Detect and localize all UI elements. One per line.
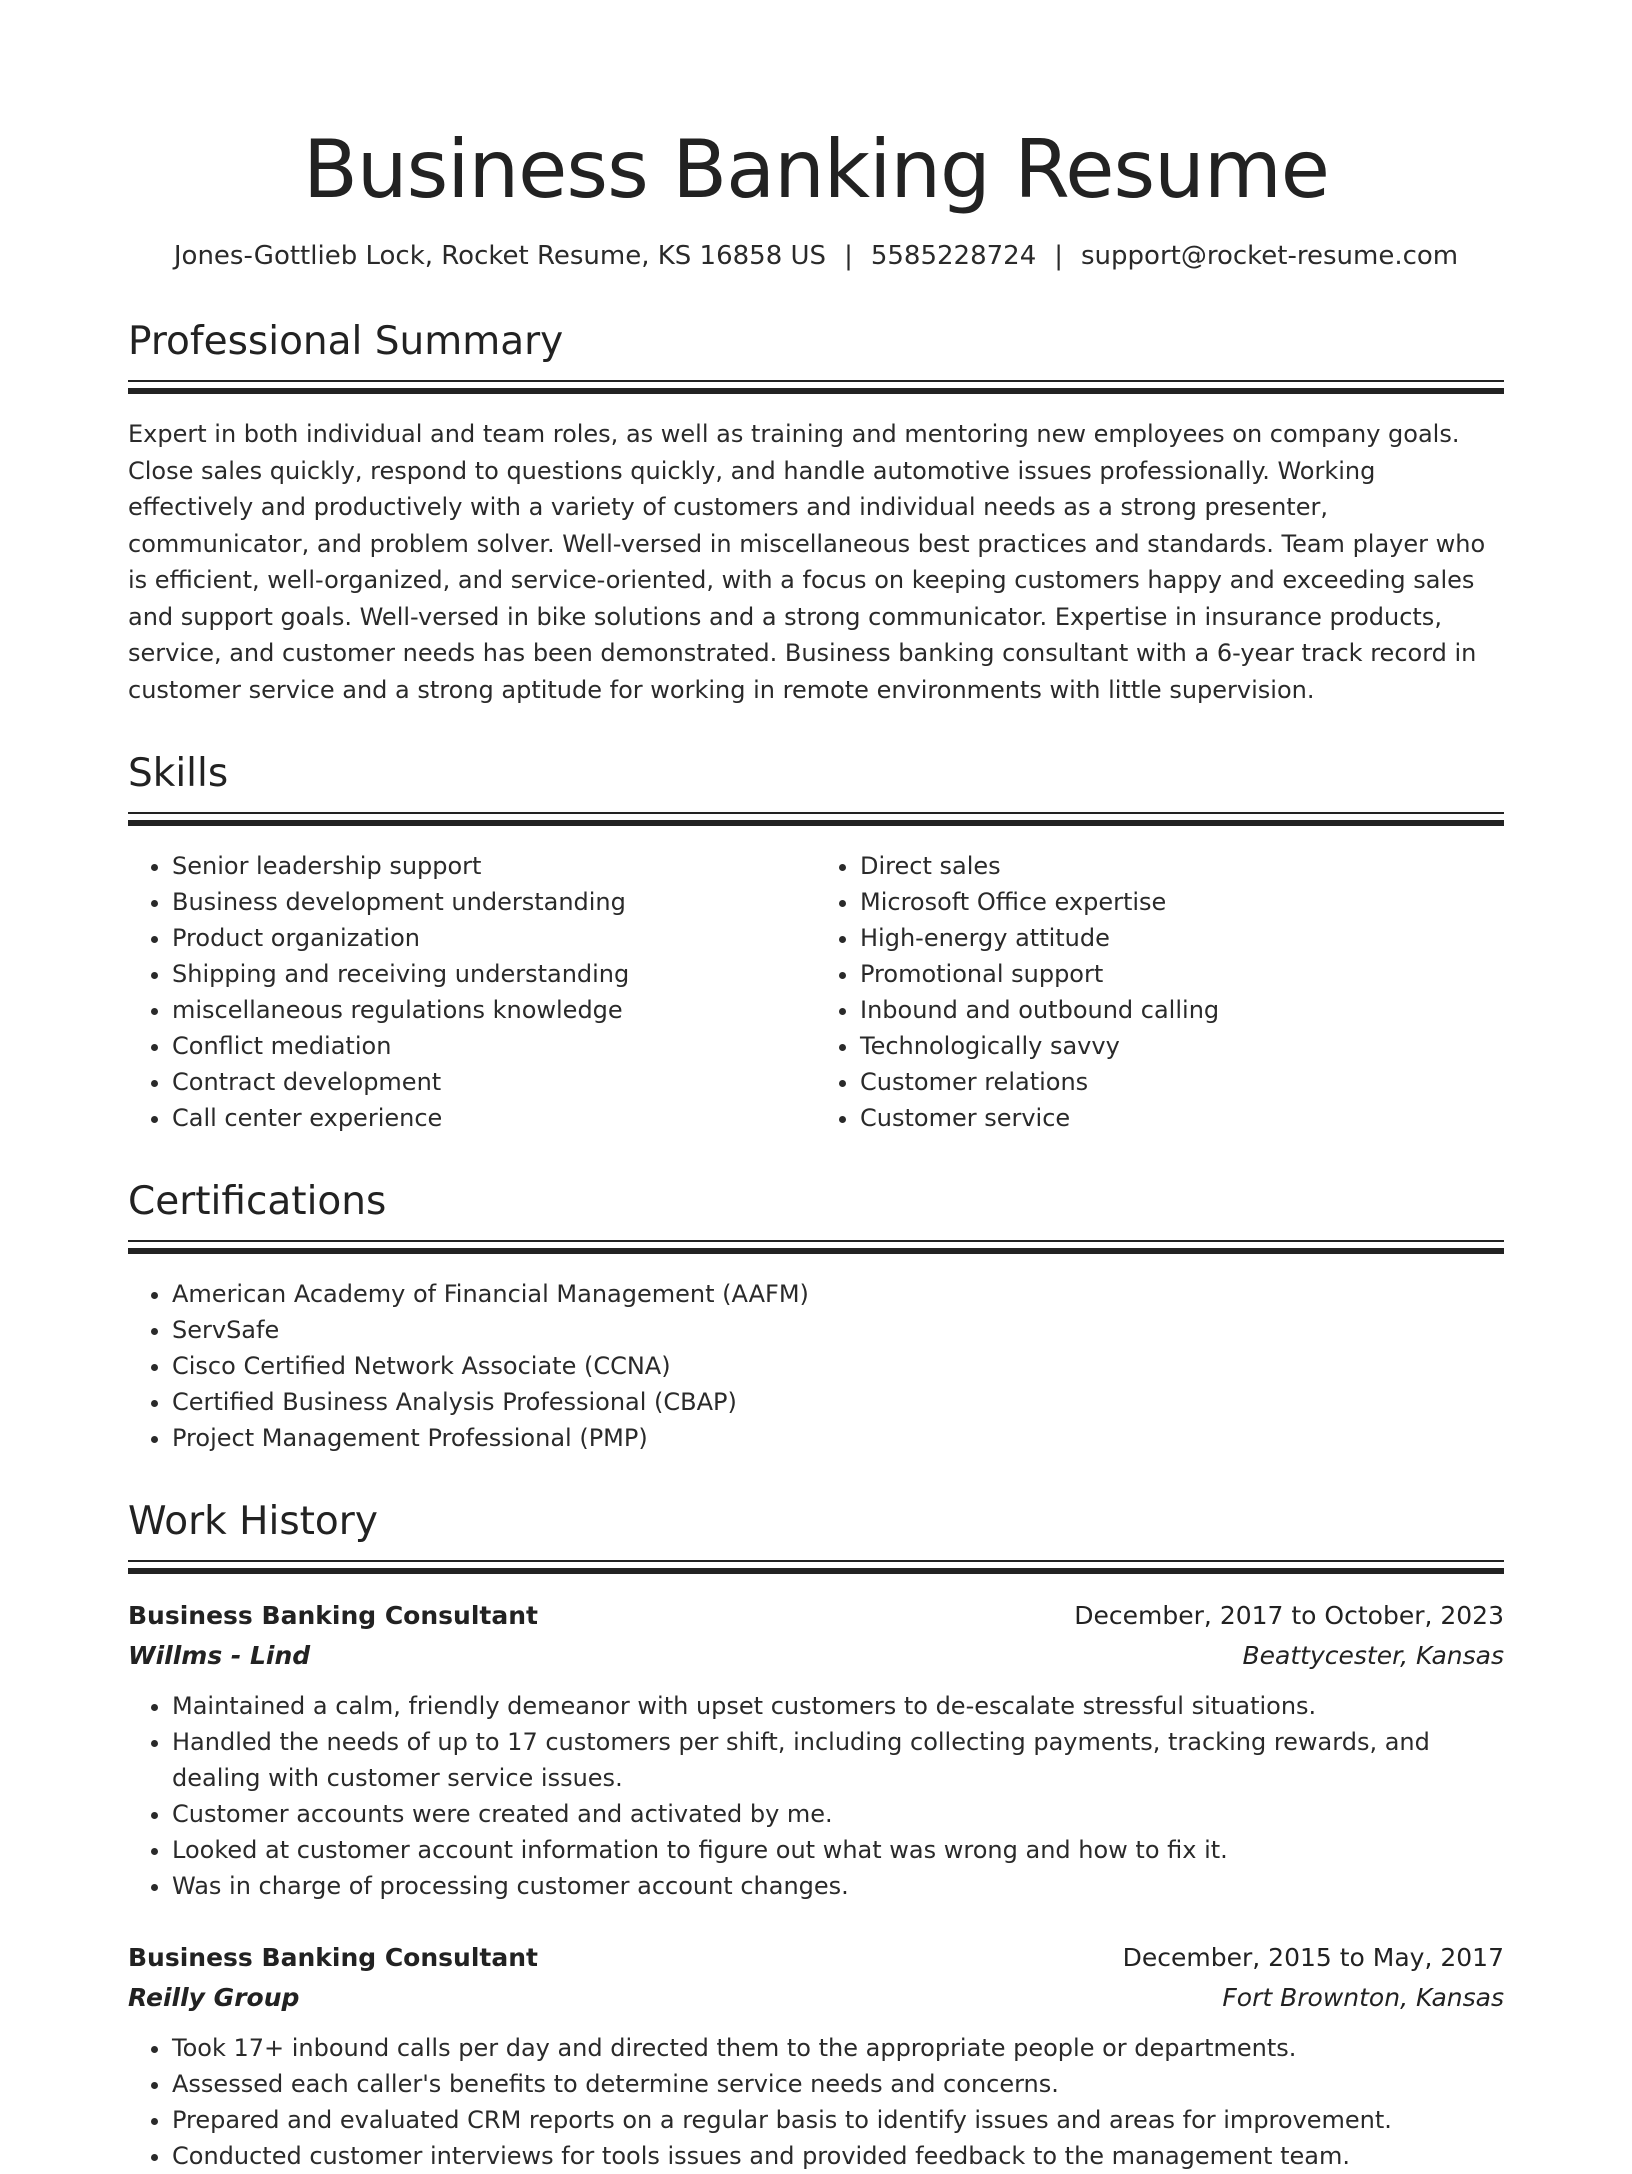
job-company-row <box>128 1978 1504 2018</box>
skill-item: • Direct sales <box>860 848 1504 884</box>
contact-address: Jones-Gottlieb Lock, Rocket Resume, KS 16858 US <box>173 241 827 271</box>
certifications-list <box>128 1276 1504 1456</box>
job-company: Willms - Lind <box>128 1641 311 1670</box>
job-dates: December, 2015 to May, 2017 <box>1122 1943 1504 1972</box>
contact-phone: 5585228724 <box>870 241 1037 271</box>
job-bullet: • Maintained a calm, friendly demeanor with upset customers to de-escalate stressful situations. <box>172 1688 1504 1724</box>
skill-item: • Product organization <box>172 920 816 956</box>
skill-item: • Technologically savvy <box>860 1028 1504 1064</box>
section-heading-certifications: Certifications <box>128 1179 387 1224</box>
certifications-section <box>128 1176 1504 1456</box>
section-divider <box>128 380 1504 394</box>
skills-list-left <box>128 848 816 1136</box>
contact-email[interactable]: support@rocket-resume.com <box>1081 241 1459 271</box>
job-title: Business Banking Consultant <box>128 1943 538 1972</box>
job-bullet: • Looked at customer account information to figure out what was wrong and how to fix it. <box>172 1832 1504 1868</box>
job-header-row <box>128 1596 1504 1636</box>
section-divider <box>128 1560 1504 1574</box>
skills-column-left <box>128 848 816 1136</box>
job-bullet: • Conducted customer interviews for tools issues and provided feedback to the management team. <box>172 2138 1504 2174</box>
job-bullet: • Customer accounts were created and activated by me. <box>172 1796 1504 1832</box>
skill-item: • Call center experience <box>172 1100 816 1136</box>
certification-item: • American Academy of Financial Management (AAFM) <box>172 1276 1504 1312</box>
contact-line <box>128 236 1504 276</box>
resume-title: Business Banking Resume <box>302 123 1330 216</box>
skill-item: • Promotional support <box>860 956 1504 992</box>
skills-list-right <box>816 848 1504 1136</box>
job-bullet: • Prepared and evaluated CRM reports on a regular basis to identify issues and areas for improvement. <box>172 2102 1504 2138</box>
skill-item: • Inbound and outbound calling <box>860 992 1504 1028</box>
skills-column-right <box>816 848 1504 1136</box>
job-bullets <box>128 2030 1504 2174</box>
skill-item: • miscellaneous regulations knowledge <box>172 992 816 1028</box>
skill-item: • Conflict mediation <box>172 1028 816 1064</box>
job-bullet: • Took 17+ inbound calls per day and directed them to the appropriate people or departments. <box>172 2030 1504 2066</box>
job-company-row <box>128 1636 1504 1676</box>
section-heading-summary: Professional Summary <box>128 319 564 364</box>
section-divider <box>128 1240 1504 1254</box>
contact-separator: | <box>1054 241 1064 271</box>
contact-separator: | <box>844 241 853 271</box>
work-history-section <box>128 1496 1504 2174</box>
job-entry <box>128 1596 1504 1904</box>
job-bullet: • Was in charge of processing customer account changes. <box>172 1868 1504 1904</box>
summary-section <box>128 316 1504 708</box>
skill-item: • High-energy attitude <box>860 920 1504 956</box>
job-company: Reilly Group <box>128 1983 300 2012</box>
job-location: Fort Brownton, Kansas <box>1222 1983 1504 2012</box>
skill-item: • Senior leadership support <box>172 848 816 884</box>
skills-columns <box>128 848 1504 1136</box>
skills-section <box>128 748 1504 1136</box>
skill-item: • Business development understanding <box>172 884 816 920</box>
job-dates: December, 2017 to October, 2023 <box>1074 1601 1504 1630</box>
job-location: Beattycester, Kansas <box>1242 1641 1504 1670</box>
job-header-row <box>128 1938 1504 1978</box>
certification-item: • Cisco Certified Network Associate (CCNA) <box>172 1348 1504 1384</box>
skill-item: • Customer service <box>860 1100 1504 1136</box>
skill-item: • Shipping and receiving understanding <box>172 956 816 992</box>
section-divider <box>128 812 1504 826</box>
job-entry <box>128 1938 1504 2174</box>
job-title: Business Banking Consultant <box>128 1601 538 1630</box>
skill-item: • Microsoft Office expertise <box>860 884 1504 920</box>
certification-item: • ServSafe <box>172 1312 1504 1348</box>
certification-item: • Project Management Professional (PMP) <box>172 1420 1504 1456</box>
job-bullet: • Handled the needs of up to 17 customers per shift, including collecting payments, tracking rewards, and dealing with customer service issues. <box>172 1724 1504 1796</box>
skill-item: • Customer relations <box>860 1064 1504 1100</box>
job-bullets <box>128 1688 1504 1904</box>
summary-text: Expert in both individual and team roles, as well as training and mentoring new employees on company goals. Close sales quickly, respond to questions quickly, and handle automotive issues professionally. Working effectively and productively with a variety of customers and individual needs as a strong presenter, communicator, and problem solver. Well-versed in miscellaneous best practices and standards. Team player who is efficient, well-organized, and service-oriented, with a focus on keeping customers happy and exceeding sales and support goals. Well-versed in bike solutions and a strong communicator. Expertise in insurance products, service, and customer needs has been demonstrated. Business banking consultant with a 6-year track record in customer service and a strong aptitude for working in remote environments with little supervision. <box>128 420 1486 704</box>
skill-item: • Contract development <box>172 1064 816 1100</box>
section-heading-work-history: Work History <box>128 1499 378 1544</box>
certification-item: • Certified Business Analysis Professional (CBAP) <box>172 1384 1504 1420</box>
job-bullet: • Assessed each caller's benefits to determine service needs and concerns. <box>172 2066 1504 2102</box>
section-heading-skills: Skills <box>128 751 229 796</box>
